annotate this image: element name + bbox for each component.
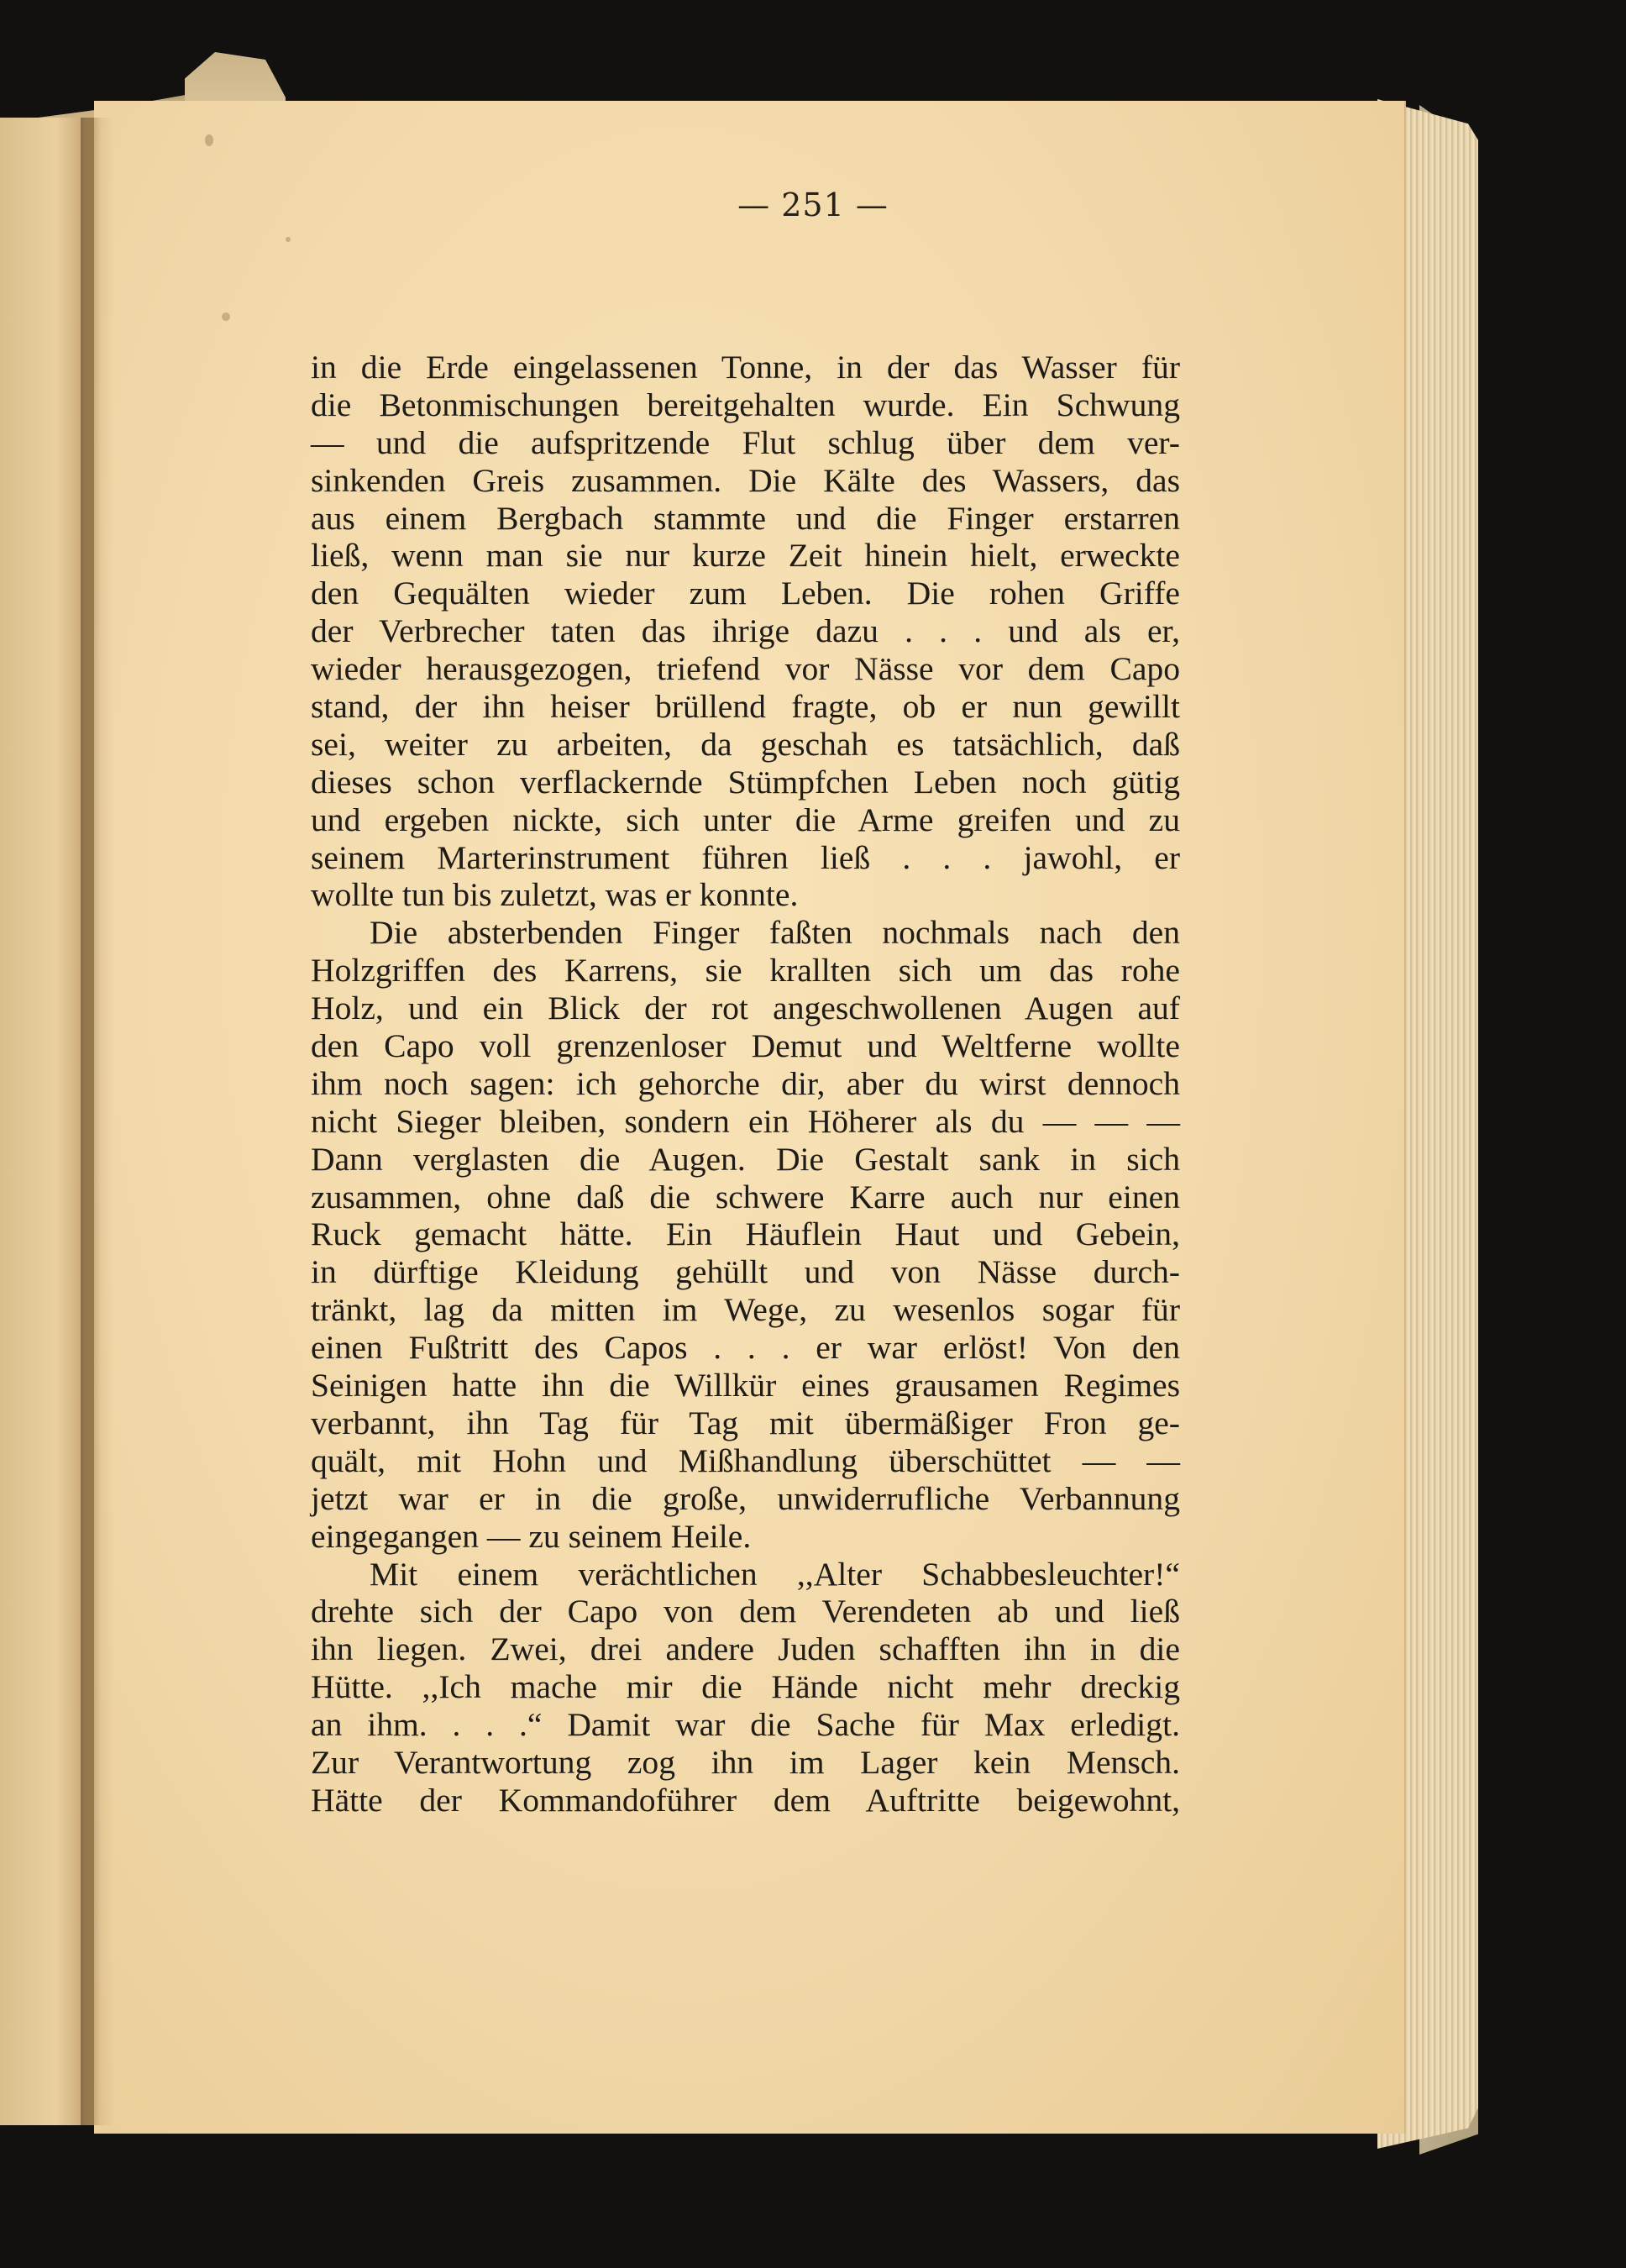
text-line: nicht Sieger bleiben, sondern ein Höherer als du — — — [311, 1102, 1180, 1140]
text-line: verbannt, ihn Tag für Tag mit übermäßiger Fron ge- [311, 1404, 1180, 1441]
page-gutter-shadow [81, 118, 114, 2125]
text-line: der Verbrecher taten das ihrige dazu . . . und als er, [311, 612, 1180, 650]
text-line: dieses schon verflackernde Stümpfchen Leben noch gütig [311, 763, 1180, 801]
text-line: eingegangen — zu seinem Heile. [311, 1517, 752, 1555]
text-line: zusammen, ohne daß die schwere Karre auch nur einen [311, 1178, 1180, 1215]
text-line: und ergeben nickte, sich unter die Arme greifen und zu [311, 801, 1180, 838]
text-line: den Gequälten wieder zum Leben. Die rohen Griffe [311, 575, 1180, 612]
text-line: in die Erde eingelassenen Tonne, in der das Wasser für [311, 349, 1180, 386]
page-number: — 251 — [737, 186, 889, 223]
text-line: an ihm. . . .“ Damit war die Sache für Max erledigt. [311, 1706, 1180, 1744]
text-line: ließ, wenn man sie nur kurze Zeit hinein hielt, erweckte [311, 537, 1180, 575]
text-line: wieder herausgezogen, triefend vor Nässe vor dem Capo [311, 650, 1180, 688]
text-line: Die absterbenden Finger faßten nochmals nach den [370, 914, 1180, 952]
text-line: sei, weiter zu arbeiten, da geschah es tatsächlich, daß [311, 725, 1180, 763]
text-line: Mit einem verächtlichen ,,Alter Schabbesleuchter!“ [370, 1555, 1180, 1593]
text-line: aus einem Bergbach stammte und die Finger erstarren [311, 499, 1180, 537]
text-line: — und die aufspritzende Flut schlug über dem ver- [311, 423, 1180, 461]
paper-spot [205, 134, 213, 146]
text-line: den Capo voll grenzenloser Demut und Weltferne wollte [311, 1027, 1180, 1065]
text-line: jetzt war er in die große, unwiderrufliche Verbannung [311, 1479, 1180, 1517]
text-line: Holzgriffen des Karrens, sie krallten sich um das rohe [311, 952, 1180, 990]
text-line: seinem Marterinstrument führen ließ . . . jawohl, er [311, 838, 1180, 876]
paper-spot [286, 237, 291, 242]
text-line: einen Fußtritt des Capos . . . er war erlöst! Von den [311, 1329, 1180, 1367]
text-line: Holz, und ein Blick der rot angeschwollenen Augen auf [311, 990, 1180, 1027]
text-line: drehte sich der Capo von dem Verendeten ab und ließ [311, 1593, 1180, 1630]
text-line: Ruck gemacht hätte. Ein Häuflein Haut und Gebein, [311, 1215, 1180, 1253]
text-line: tränkt, lag da mitten im Wege, zu wesenlos sogar für [311, 1291, 1180, 1329]
text-line: Zur Verantwortung zog ihn im Lager kein Mensch. [311, 1743, 1180, 1781]
text-line: Hätte der Kommandoführer dem Auftritte beigewohnt, [311, 1781, 1180, 1819]
text-line: ihn liegen. Zwei, drei andere Juden schafften ihn in die [311, 1630, 1180, 1668]
text-line: in dürftige Kleidung gehüllt und von Nässe durch- [311, 1253, 1180, 1291]
text-line: die Betonmischungen bereitgehalten wurde. Ein Schwung [311, 386, 1180, 423]
body-text [311, 349, 1180, 1819]
text-line: wollte tun bis zuletzt, was er konnte. [311, 876, 799, 914]
text-line: Dann verglasten die Augen. Die Gestalt sank in sich [311, 1140, 1180, 1178]
text-line: Hütte. ,,Ich mache mir die Hände nicht mehr dreckig [311, 1668, 1180, 1706]
text-line: quält, mit Hohn und Mißhandlung überschüttet — — [311, 1441, 1180, 1479]
text-line: ihm noch sagen: ich gehorche dir, aber du wirst dennoch [311, 1064, 1180, 1102]
text-line: stand, der ihn heiser brüllend fragte, ob er nun gewillt [311, 688, 1180, 726]
text-line: sinkenden Greis zusammen. Die Kälte des Wassers, das [311, 461, 1180, 499]
text-line: Seinigen hatte ihn die Willkür eines grausamen Regimes [311, 1367, 1180, 1404]
paper-spot [222, 312, 230, 321]
